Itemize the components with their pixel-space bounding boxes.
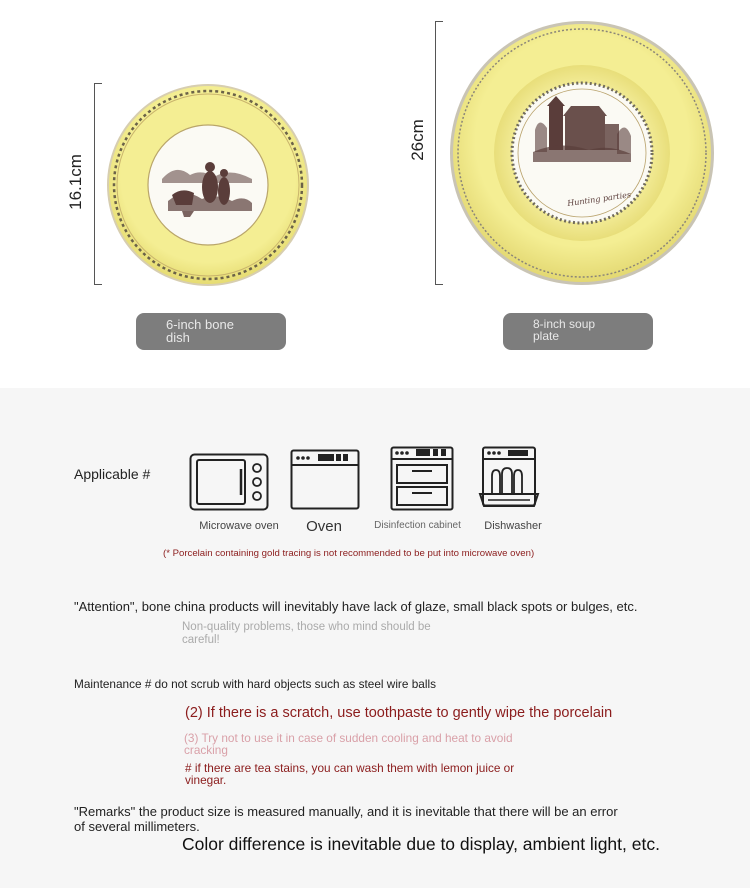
right-dimension-tick-top xyxy=(435,21,443,22)
maintenance-item3a: (3) Try not to use it in case of sudden cooling and heat to avoid xyxy=(184,731,513,745)
remarks-line1: "Remarks" the product size is measured manually, and it is inevitable that there will be an error xyxy=(74,804,618,819)
soup-plate-caption-line1: 8-inch soup xyxy=(533,317,596,331)
soup-plate xyxy=(449,20,715,286)
remarks-line3: Color difference is inevitable due to display, ambient light, etc. xyxy=(182,834,660,854)
bone-dish-caption xyxy=(136,313,286,350)
info-section xyxy=(0,388,750,888)
right-dimension-line xyxy=(435,21,436,285)
applicable-label: Applicable # xyxy=(74,466,151,482)
left-dimension-tick-top xyxy=(94,83,102,84)
attention-line2b: careful! xyxy=(182,634,220,646)
disinfection-cabinet-label: Disinfection cabinet xyxy=(374,520,461,531)
bone-dish-caption-line2: dish xyxy=(166,330,190,345)
product-photo-section xyxy=(0,0,750,388)
oven-icon xyxy=(290,449,360,510)
bone-dish-plate xyxy=(106,83,310,287)
maintenance-title: Maintenance # do not scrub with hard objects such as steel wire balls xyxy=(74,677,436,691)
attention-line1: "Attention", bone china products will inevitably have lack of glaze, small black spots or bulges, etc. xyxy=(74,599,638,614)
remarks-line2: of several millimeters. xyxy=(74,819,200,834)
maintenance-item4a: # if there are tea stains, you can wash them with lemon juice or xyxy=(185,761,515,775)
disinfection-cabinet-icon xyxy=(390,446,454,511)
right-dimension-label: 26cm xyxy=(408,119,427,161)
maintenance-item4b: vinegar. xyxy=(185,773,227,787)
left-dimension-line xyxy=(94,83,95,285)
maintenance-item3b: cracking xyxy=(184,743,228,757)
right-dimension-tick-bottom xyxy=(435,284,443,285)
soup-plate-caption-line2: plate xyxy=(533,329,560,343)
left-dimension-label: 16.1cm xyxy=(66,154,85,210)
maintenance-item2: (2) If there is a scratch, use toothpaste to gently wipe the porcelain xyxy=(185,705,613,721)
soup-plate-caption xyxy=(503,313,653,350)
soup-plate-script-text: Hunting parties xyxy=(566,190,632,209)
microwave-label: Microwave oven xyxy=(199,520,279,532)
oven-label: Oven xyxy=(306,518,342,535)
microwave-note: (* Porcelain containing gold tracing is not recommended to be put into microwave oven) xyxy=(163,548,535,559)
microwave-icon xyxy=(189,453,269,511)
dishwasher-icon xyxy=(478,446,540,510)
dishwasher-label: Dishwasher xyxy=(484,520,542,532)
attention-line2a: Non-quality problems, those who mind should be xyxy=(182,621,431,633)
bone-dish-caption-line1: 6-inch bone xyxy=(166,317,234,332)
left-dimension-tick-bottom xyxy=(94,284,102,285)
